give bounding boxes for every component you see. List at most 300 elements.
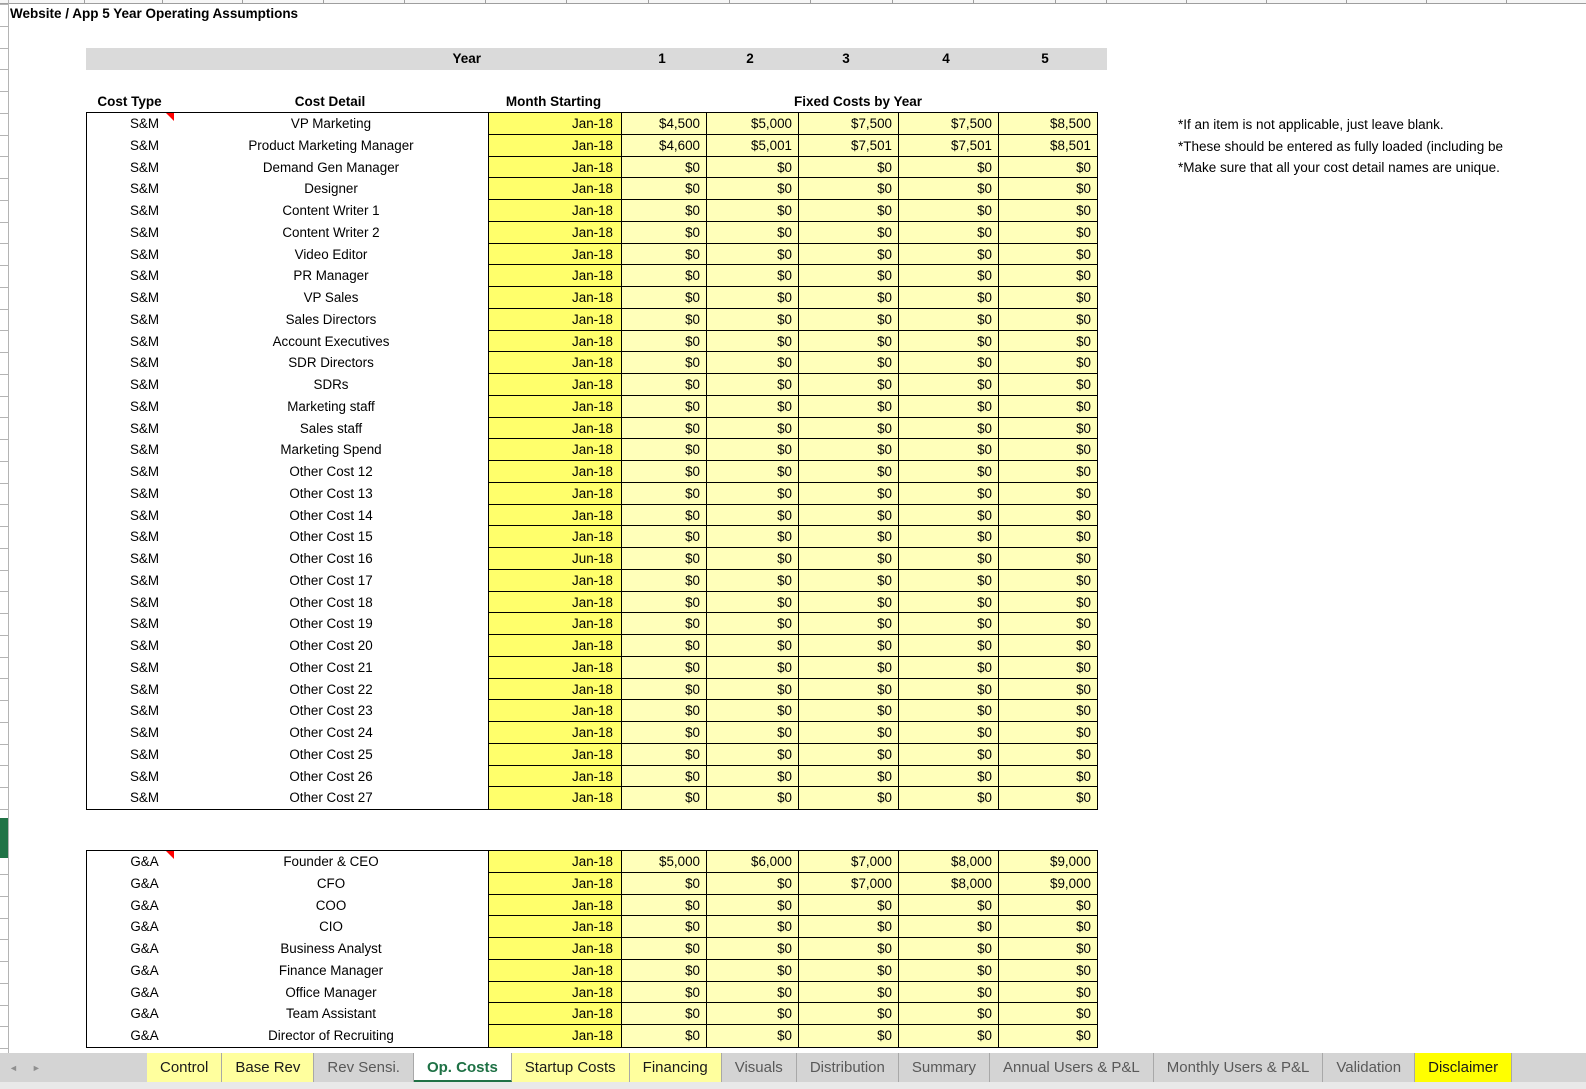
year-value-cell[interactable]: $0 bbox=[621, 592, 706, 614]
tab-distribution[interactable]: Distribution bbox=[797, 1053, 899, 1082]
month-starting-cell[interactable]: Jan-18 bbox=[488, 135, 621, 157]
year-value-cell[interactable]: $0 bbox=[898, 570, 998, 592]
cost-type-cell[interactable]: S&M bbox=[129, 268, 160, 284]
year-value-cell[interactable]: $8,501 bbox=[998, 135, 1097, 157]
cost-detail-cell[interactable]: Business Analyst bbox=[280, 941, 382, 956]
year-value-cell[interactable]: $0 bbox=[798, 635, 898, 657]
year-value-cell[interactable]: $0 bbox=[898, 679, 998, 701]
year-value-cell[interactable]: $0 bbox=[898, 157, 998, 179]
cost-detail-cell[interactable]: VP Sales bbox=[303, 290, 359, 305]
year-value-cell[interactable]: $0 bbox=[706, 982, 798, 1004]
cost-type-cell[interactable]: S&M bbox=[129, 355, 160, 371]
tab-visuals[interactable]: Visuals bbox=[722, 1053, 797, 1082]
year-value-cell[interactable]: $0 bbox=[898, 960, 998, 982]
year-value-cell[interactable]: $0 bbox=[798, 982, 898, 1004]
cost-detail-cell[interactable]: Product Marketing Manager bbox=[248, 137, 414, 153]
month-starting-cell[interactable]: Jan-18 bbox=[488, 744, 621, 766]
year-value-cell[interactable]: $0 bbox=[621, 744, 706, 766]
cost-type-cell[interactable]: S&M bbox=[129, 616, 160, 632]
year-value-cell[interactable]: $0 bbox=[998, 418, 1097, 440]
year-value-cell[interactable]: $0 bbox=[998, 287, 1097, 309]
cost-detail-cell[interactable]: Finance Manager bbox=[278, 962, 384, 978]
year-value-cell[interactable]: $0 bbox=[706, 895, 798, 917]
year-value-cell[interactable]: $0 bbox=[798, 178, 898, 200]
year-value-cell[interactable]: $0 bbox=[998, 200, 1097, 222]
year-value-cell[interactable]: $0 bbox=[621, 679, 706, 701]
month-starting-cell[interactable]: Jan-18 bbox=[488, 178, 621, 200]
month-starting-cell[interactable]: Jan-18 bbox=[488, 200, 621, 222]
year-value-cell[interactable]: $0 bbox=[706, 287, 798, 309]
year-value-cell[interactable]: $0 bbox=[898, 916, 998, 938]
year-value-cell[interactable]: $0 bbox=[898, 287, 998, 309]
cost-type-cell[interactable]: S&M bbox=[129, 420, 160, 436]
cost-detail-cell[interactable]: SDRs bbox=[313, 377, 349, 392]
month-starting-cell[interactable]: Jan-18 bbox=[488, 570, 621, 592]
cost-detail-cell[interactable]: Other Cost 12 bbox=[289, 464, 373, 479]
cost-type-cell[interactable]: G&A bbox=[130, 875, 159, 891]
month-starting-cell[interactable]: Jan-18 bbox=[488, 418, 621, 440]
year-value-cell[interactable]: $0 bbox=[621, 526, 706, 548]
year-value-cell[interactable]: $0 bbox=[621, 483, 706, 505]
year-value-cell[interactable]: $0 bbox=[898, 309, 998, 331]
cost-type-cell[interactable]: S&M bbox=[129, 181, 160, 197]
year-value-cell[interactable]: $0 bbox=[798, 657, 898, 679]
year-value-cell[interactable]: $0 bbox=[621, 265, 706, 287]
year-value-cell[interactable]: $0 bbox=[898, 222, 998, 244]
year-value-cell[interactable]: $0 bbox=[898, 396, 998, 418]
year-value-cell[interactable]: $0 bbox=[998, 396, 1097, 418]
year-value-cell[interactable]: $0 bbox=[621, 157, 706, 179]
year-value-cell[interactable]: $0 bbox=[998, 309, 1097, 331]
year-value-cell[interactable]: $0 bbox=[798, 418, 898, 440]
cost-type-cell[interactable]: G&A bbox=[130, 984, 159, 1000]
cost-type-cell[interactable]: S&M bbox=[129, 203, 160, 218]
year-value-cell[interactable]: $0 bbox=[798, 700, 898, 722]
cost-detail-cell[interactable]: Other Cost 24 bbox=[289, 725, 373, 740]
year-value-cell[interactable]: $0 bbox=[898, 938, 998, 960]
year-value-cell[interactable]: $0 bbox=[798, 613, 898, 635]
cost-type-cell[interactable]: S&M bbox=[129, 246, 160, 262]
tab-base-rev[interactable]: Base Rev bbox=[222, 1053, 314, 1082]
year-value-cell[interactable]: $0 bbox=[798, 1025, 898, 1047]
year-value-cell[interactable]: $0 bbox=[798, 396, 898, 418]
month-starting-cell[interactable]: Jan-18 bbox=[488, 895, 621, 917]
cost-type-cell[interactable]: S&M bbox=[129, 290, 160, 305]
year-value-cell[interactable]: $0 bbox=[898, 787, 998, 809]
month-starting-cell[interactable]: Jan-18 bbox=[488, 722, 621, 744]
year-value-cell[interactable]: $0 bbox=[798, 916, 898, 938]
cost-type-cell[interactable]: S&M bbox=[129, 333, 160, 349]
cost-type-cell[interactable]: S&M bbox=[129, 703, 160, 719]
cost-detail-cell[interactable]: Other Cost 25 bbox=[289, 746, 373, 762]
year-value-cell[interactable]: $7,500 bbox=[898, 113, 998, 135]
year-value-cell[interactable]: $0 bbox=[621, 200, 706, 222]
year-value-cell[interactable]: $0 bbox=[706, 483, 798, 505]
year-value-cell[interactable]: $0 bbox=[998, 895, 1097, 917]
month-starting-cell[interactable]: Jan-18 bbox=[488, 396, 621, 418]
year-value-cell[interactable]: $0 bbox=[621, 722, 706, 744]
year-value-cell[interactable]: $0 bbox=[706, 505, 798, 527]
year-value-cell[interactable]: $0 bbox=[621, 787, 706, 809]
year-value-cell[interactable]: $0 bbox=[898, 982, 998, 1004]
month-starting-cell[interactable]: Jan-18 bbox=[488, 461, 621, 483]
month-starting-cell[interactable]: Jan-18 bbox=[488, 960, 621, 982]
cost-type-cell[interactable]: G&A bbox=[130, 941, 159, 956]
year-value-cell[interactable]: $7,501 bbox=[798, 135, 898, 157]
year-value-cell[interactable]: $0 bbox=[898, 635, 998, 657]
year-value-cell[interactable]: $0 bbox=[998, 265, 1097, 287]
year-value-cell[interactable]: $0 bbox=[998, 483, 1097, 505]
year-value-cell[interactable]: $0 bbox=[621, 1025, 706, 1047]
tab-monthly-users-p-l[interactable]: Monthly Users & P&L bbox=[1154, 1053, 1324, 1082]
cost-detail-cell[interactable]: Marketing staff bbox=[287, 398, 375, 414]
year-value-cell[interactable]: $0 bbox=[621, 352, 706, 374]
cost-detail-cell[interactable]: Other Cost 20 bbox=[289, 638, 373, 653]
year-value-cell[interactable]: $4,600 bbox=[621, 135, 706, 157]
month-starting-cell[interactable]: Jan-18 bbox=[488, 938, 621, 960]
year-value-cell[interactable]: $0 bbox=[706, 1025, 798, 1047]
year-value-cell[interactable]: $0 bbox=[621, 570, 706, 592]
year-value-cell[interactable]: $0 bbox=[798, 309, 898, 331]
cost-detail-cell[interactable]: Other Cost 23 bbox=[289, 703, 373, 719]
year-value-cell[interactable]: $0 bbox=[621, 938, 706, 960]
year-value-cell[interactable]: $0 bbox=[706, 265, 798, 287]
year-value-cell[interactable]: $8,500 bbox=[998, 113, 1097, 135]
year-value-cell[interactable]: $0 bbox=[998, 613, 1097, 635]
cost-detail-cell[interactable]: Sales Directors bbox=[285, 311, 377, 327]
year-value-cell[interactable]: $0 bbox=[798, 592, 898, 614]
year-value-cell[interactable]: $0 bbox=[706, 613, 798, 635]
year-value-cell[interactable]: $0 bbox=[998, 352, 1097, 374]
cost-type-cell[interactable]: G&A bbox=[130, 897, 159, 913]
year-value-cell[interactable]: $0 bbox=[898, 418, 998, 440]
month-starting-cell[interactable]: Jan-18 bbox=[488, 265, 621, 287]
cost-type-cell[interactable]: S&M bbox=[129, 725, 160, 740]
cost-detail-cell[interactable]: Marketing Spend bbox=[280, 442, 382, 458]
cost-detail-cell[interactable]: Video Editor bbox=[294, 246, 368, 262]
year-value-cell[interactable]: $0 bbox=[706, 635, 798, 657]
month-starting-cell[interactable]: Jan-18 bbox=[488, 851, 621, 873]
cost-type-cell[interactable]: G&A bbox=[130, 962, 159, 978]
cost-detail-cell[interactable]: Content Writer 1 bbox=[282, 203, 380, 218]
year-value-cell[interactable]: $0 bbox=[998, 722, 1097, 744]
year-value-cell[interactable]: $0 bbox=[898, 200, 998, 222]
year-value-cell[interactable]: $0 bbox=[798, 265, 898, 287]
cost-type-cell[interactable]: S&M bbox=[129, 572, 160, 588]
cost-detail-cell[interactable]: Other Cost 16 bbox=[289, 551, 373, 566]
year-value-cell[interactable]: $0 bbox=[621, 244, 706, 266]
cost-type-cell[interactable]: G&A bbox=[130, 1028, 159, 1043]
month-starting-cell[interactable]: Jan-18 bbox=[488, 613, 621, 635]
year-value-cell[interactable]: $0 bbox=[706, 396, 798, 418]
year-value-cell[interactable]: $0 bbox=[798, 766, 898, 788]
cost-detail-cell[interactable]: Other Cost 13 bbox=[289, 485, 373, 501]
year-value-cell[interactable]: $0 bbox=[898, 700, 998, 722]
year-value-cell[interactable]: $0 bbox=[621, 635, 706, 657]
year-value-cell[interactable]: $0 bbox=[798, 570, 898, 592]
month-starting-cell[interactable]: Jan-18 bbox=[488, 483, 621, 505]
year-value-cell[interactable]: $0 bbox=[621, 1003, 706, 1025]
cost-type-cell[interactable]: S&M bbox=[87, 113, 174, 135]
month-starting-cell[interactable]: Jun-18 bbox=[488, 548, 621, 570]
month-starting-cell[interactable]: Jan-18 bbox=[488, 982, 621, 1004]
year-value-cell[interactable]: $0 bbox=[998, 960, 1097, 982]
year-value-cell[interactable]: $0 bbox=[798, 679, 898, 701]
cost-type-cell[interactable]: G&A bbox=[87, 851, 174, 873]
year-value-cell[interactable]: $0 bbox=[998, 439, 1097, 461]
year-value-cell[interactable]: $0 bbox=[998, 374, 1097, 396]
year-value-cell[interactable]: $0 bbox=[798, 287, 898, 309]
year-value-cell[interactable]: $0 bbox=[706, 960, 798, 982]
year-value-cell[interactable]: $0 bbox=[798, 526, 898, 548]
year-value-cell[interactable]: $0 bbox=[706, 418, 798, 440]
tab-scroll-left-icon[interactable]: ◄ bbox=[9, 1062, 18, 1073]
year-value-cell[interactable]: $0 bbox=[998, 787, 1097, 809]
year-value-cell[interactable]: $0 bbox=[998, 222, 1097, 244]
year-value-cell[interactable]: $0 bbox=[621, 873, 706, 895]
cost-detail-cell[interactable]: Founder & CEO bbox=[283, 854, 379, 869]
cost-detail-cell[interactable]: Demand Gen Manager bbox=[262, 159, 400, 175]
year-value-cell[interactable]: $0 bbox=[706, 178, 798, 200]
cost-type-cell[interactable]: S&M bbox=[129, 442, 160, 458]
year-value-cell[interactable]: $0 bbox=[706, 548, 798, 570]
year-value-cell[interactable]: $0 bbox=[621, 287, 706, 309]
cost-detail-cell[interactable]: COO bbox=[315, 897, 347, 913]
year-value-cell[interactable]: $0 bbox=[706, 352, 798, 374]
cost-detail-cell[interactable]: Other Cost 26 bbox=[289, 768, 373, 784]
year-value-cell[interactable]: $0 bbox=[898, 461, 998, 483]
month-starting-cell[interactable]: Jan-18 bbox=[488, 244, 621, 266]
month-starting-cell[interactable]: Jan-18 bbox=[488, 505, 621, 527]
cost-detail-cell[interactable]: Other Cost 19 bbox=[289, 616, 373, 632]
year-value-cell[interactable]: $7,501 bbox=[898, 135, 998, 157]
year-value-cell[interactable]: $0 bbox=[798, 895, 898, 917]
year-value-cell[interactable]: $0 bbox=[898, 722, 998, 744]
year-value-cell[interactable]: $0 bbox=[798, 244, 898, 266]
year-value-cell[interactable]: $0 bbox=[798, 1003, 898, 1025]
cost-detail-cell[interactable]: Other Cost 14 bbox=[289, 507, 373, 523]
month-starting-cell[interactable]: Jan-18 bbox=[488, 526, 621, 548]
cost-type-cell[interactable]: S&M bbox=[129, 377, 160, 392]
year-value-cell[interactable]: $7,000 bbox=[798, 851, 898, 873]
year-value-cell[interactable]: $0 bbox=[798, 722, 898, 744]
year-value-cell[interactable]: $8,000 bbox=[898, 851, 998, 873]
year-value-cell[interactable]: $0 bbox=[706, 722, 798, 744]
year-value-cell[interactable]: $6,000 bbox=[706, 851, 798, 873]
year-value-cell[interactable]: $0 bbox=[621, 982, 706, 1004]
year-value-cell[interactable]: $0 bbox=[998, 178, 1097, 200]
year-value-cell[interactable]: $0 bbox=[798, 787, 898, 809]
year-value-cell[interactable]: $0 bbox=[706, 700, 798, 722]
cost-detail-cell[interactable]: PR Manager bbox=[293, 268, 369, 284]
cost-detail-cell[interactable]: CIO bbox=[319, 919, 343, 935]
year-value-cell[interactable]: $0 bbox=[998, 526, 1097, 548]
cost-type-cell[interactable]: S&M bbox=[129, 137, 160, 153]
year-value-cell[interactable]: $0 bbox=[706, 916, 798, 938]
year-value-cell[interactable]: $0 bbox=[621, 505, 706, 527]
year-value-cell[interactable]: $0 bbox=[621, 439, 706, 461]
year-value-cell[interactable]: $0 bbox=[898, 613, 998, 635]
year-value-cell[interactable]: $0 bbox=[621, 178, 706, 200]
year-value-cell[interactable]: $5,000 bbox=[706, 113, 798, 135]
cost-type-cell[interactable]: S&M bbox=[129, 224, 160, 240]
year-value-cell[interactable]: $0 bbox=[998, 505, 1097, 527]
year-value-cell[interactable]: $0 bbox=[898, 1003, 998, 1025]
year-value-cell[interactable]: $0 bbox=[706, 157, 798, 179]
year-value-cell[interactable]: $0 bbox=[798, 744, 898, 766]
cost-detail-cell[interactable]: Team Assistant bbox=[285, 1006, 377, 1022]
year-value-cell[interactable]: $0 bbox=[706, 766, 798, 788]
month-starting-cell[interactable]: Jan-18 bbox=[488, 592, 621, 614]
year-value-cell[interactable]: $0 bbox=[621, 396, 706, 418]
year-value-cell[interactable]: $0 bbox=[798, 439, 898, 461]
year-value-cell[interactable]: $0 bbox=[998, 1003, 1097, 1025]
year-value-cell[interactable]: $0 bbox=[706, 374, 798, 396]
year-value-cell[interactable]: $0 bbox=[706, 1003, 798, 1025]
year-value-cell[interactable]: $0 bbox=[706, 679, 798, 701]
cost-detail-cell[interactable]: Office Manager bbox=[285, 984, 377, 1000]
month-starting-cell[interactable]: Jan-18 bbox=[488, 1025, 621, 1047]
year-value-cell[interactable]: $0 bbox=[998, 982, 1097, 1004]
year-value-cell[interactable]: $0 bbox=[898, 505, 998, 527]
cost-type-cell[interactable]: S&M bbox=[129, 681, 160, 697]
tab-validation[interactable]: Validation bbox=[1323, 1053, 1415, 1082]
year-value-cell[interactable]: $0 bbox=[898, 331, 998, 353]
year-value-cell[interactable]: $0 bbox=[706, 657, 798, 679]
year-value-cell[interactable]: $0 bbox=[798, 483, 898, 505]
year-value-cell[interactable]: $0 bbox=[621, 374, 706, 396]
cost-detail-cell[interactable]: Other Cost 17 bbox=[289, 572, 373, 588]
year-value-cell[interactable]: $0 bbox=[621, 461, 706, 483]
year-value-cell[interactable]: $0 bbox=[898, 592, 998, 614]
year-value-cell[interactable]: $9,000 bbox=[998, 851, 1097, 873]
year-value-cell[interactable]: $0 bbox=[798, 200, 898, 222]
cost-type-cell[interactable]: S&M bbox=[129, 507, 160, 523]
year-value-cell[interactable]: $0 bbox=[798, 331, 898, 353]
year-value-cell[interactable]: $0 bbox=[798, 548, 898, 570]
year-value-cell[interactable]: $0 bbox=[798, 157, 898, 179]
year-value-cell[interactable]: $4,500 bbox=[621, 113, 706, 135]
year-value-cell[interactable]: $0 bbox=[798, 461, 898, 483]
cost-type-cell[interactable]: S&M bbox=[129, 464, 160, 479]
year-value-cell[interactable]: $0 bbox=[798, 352, 898, 374]
cost-type-cell[interactable]: S&M bbox=[129, 638, 160, 653]
year-value-cell[interactable]: $0 bbox=[998, 1025, 1097, 1047]
year-value-cell[interactable]: $0 bbox=[998, 766, 1097, 788]
year-value-cell[interactable]: $0 bbox=[898, 483, 998, 505]
year-value-cell[interactable]: $0 bbox=[706, 461, 798, 483]
year-value-cell[interactable]: $0 bbox=[898, 1025, 998, 1047]
tab-scroll-right-icon[interactable]: ► bbox=[31, 1062, 41, 1073]
year-value-cell[interactable]: $0 bbox=[898, 374, 998, 396]
year-value-cell[interactable]: $0 bbox=[998, 461, 1097, 483]
month-starting-cell[interactable]: Jan-18 bbox=[488, 374, 621, 396]
month-starting-cell[interactable]: Jan-18 bbox=[488, 113, 621, 135]
year-value-cell[interactable]: $8,000 bbox=[898, 873, 998, 895]
year-value-cell[interactable]: $0 bbox=[898, 895, 998, 917]
year-value-cell[interactable]: $0 bbox=[706, 526, 798, 548]
year-value-cell[interactable]: $0 bbox=[898, 657, 998, 679]
cost-type-cell[interactable]: S&M bbox=[129, 790, 160, 806]
year-value-cell[interactable]: $0 bbox=[998, 244, 1097, 266]
year-value-cell[interactable]: $0 bbox=[998, 657, 1097, 679]
cost-type-cell[interactable]: S&M bbox=[129, 551, 160, 566]
year-value-cell[interactable]: $0 bbox=[898, 744, 998, 766]
tab-annual-users-p-l[interactable]: Annual Users & P&L bbox=[990, 1053, 1154, 1082]
cost-detail-cell[interactable]: Other Cost 15 bbox=[289, 529, 373, 545]
year-value-cell[interactable]: $9,000 bbox=[998, 873, 1097, 895]
year-value-cell[interactable]: $0 bbox=[998, 938, 1097, 960]
year-value-cell[interactable]: $0 bbox=[706, 873, 798, 895]
month-starting-cell[interactable]: Jan-18 bbox=[488, 916, 621, 938]
year-value-cell[interactable]: $5,001 bbox=[706, 135, 798, 157]
year-value-cell[interactable]: $0 bbox=[706, 938, 798, 960]
cost-detail-cell[interactable]: Other Cost 21 bbox=[289, 659, 373, 675]
year-value-cell[interactable]: $0 bbox=[998, 679, 1097, 701]
cost-detail-cell[interactable]: Other Cost 22 bbox=[289, 681, 373, 697]
month-starting-cell[interactable]: Jan-18 bbox=[488, 439, 621, 461]
cost-type-cell[interactable]: S&M bbox=[129, 768, 160, 784]
year-value-cell[interactable]: $0 bbox=[998, 570, 1097, 592]
year-value-cell[interactable]: $0 bbox=[621, 895, 706, 917]
year-value-cell[interactable]: $0 bbox=[621, 613, 706, 635]
year-value-cell[interactable]: $0 bbox=[898, 439, 998, 461]
tab-startup-costs[interactable]: Startup Costs bbox=[512, 1053, 630, 1082]
year-value-cell[interactable]: $0 bbox=[621, 766, 706, 788]
month-starting-cell[interactable]: Jan-18 bbox=[488, 352, 621, 374]
year-value-cell[interactable]: $0 bbox=[798, 938, 898, 960]
cost-type-cell[interactable]: S&M bbox=[129, 311, 160, 327]
cost-detail-cell[interactable]: Other Cost 18 bbox=[289, 594, 373, 610]
year-value-cell[interactable]: $0 bbox=[706, 592, 798, 614]
tab-disclaimer[interactable]: Disclaimer bbox=[1415, 1053, 1512, 1082]
month-starting-cell[interactable]: Jan-18 bbox=[488, 679, 621, 701]
year-value-cell[interactable]: $0 bbox=[621, 700, 706, 722]
year-value-cell[interactable]: $0 bbox=[898, 178, 998, 200]
month-starting-cell[interactable]: Jan-18 bbox=[488, 222, 621, 244]
cost-detail-cell[interactable]: Other Cost 27 bbox=[289, 790, 373, 806]
year-value-cell[interactable]: $0 bbox=[998, 700, 1097, 722]
year-value-cell[interactable]: $0 bbox=[898, 352, 998, 374]
cost-detail-cell[interactable]: Director of Recruiting bbox=[268, 1028, 394, 1043]
cost-type-cell[interactable]: S&M bbox=[129, 485, 160, 501]
year-value-cell[interactable]: $0 bbox=[898, 526, 998, 548]
year-value-cell[interactable]: $0 bbox=[798, 222, 898, 244]
cost-type-cell[interactable]: S&M bbox=[129, 594, 160, 610]
year-value-cell[interactable]: $0 bbox=[998, 744, 1097, 766]
year-value-cell[interactable]: $0 bbox=[621, 331, 706, 353]
year-value-cell[interactable]: $0 bbox=[898, 265, 998, 287]
year-value-cell[interactable]: $7,500 bbox=[798, 113, 898, 135]
year-value-cell[interactable]: $0 bbox=[621, 960, 706, 982]
cost-type-cell[interactable]: G&A bbox=[130, 919, 159, 935]
year-value-cell[interactable]: $0 bbox=[621, 657, 706, 679]
year-value-cell[interactable]: $0 bbox=[798, 960, 898, 982]
cost-type-cell[interactable]: S&M bbox=[129, 159, 160, 175]
year-value-cell[interactable]: $0 bbox=[706, 244, 798, 266]
month-starting-cell[interactable]: Jan-18 bbox=[488, 635, 621, 657]
year-value-cell[interactable]: $0 bbox=[706, 787, 798, 809]
year-value-cell[interactable]: $0 bbox=[998, 157, 1097, 179]
month-starting-cell[interactable]: Jan-18 bbox=[488, 873, 621, 895]
year-value-cell[interactable]: $0 bbox=[706, 309, 798, 331]
year-value-cell[interactable]: $0 bbox=[706, 570, 798, 592]
year-value-cell[interactable]: $0 bbox=[621, 309, 706, 331]
year-value-cell[interactable]: $0 bbox=[898, 244, 998, 266]
cost-detail-cell[interactable]: Designer bbox=[304, 181, 358, 197]
cost-type-cell[interactable]: S&M bbox=[129, 529, 160, 545]
year-value-cell[interactable]: $0 bbox=[621, 418, 706, 440]
